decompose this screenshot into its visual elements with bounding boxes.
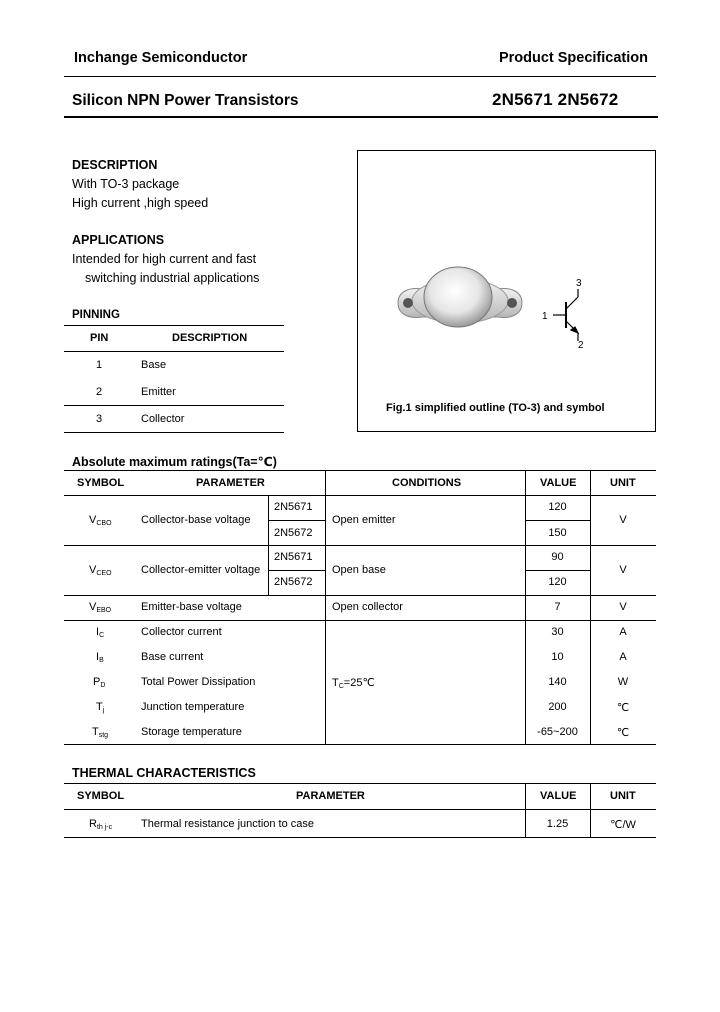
abs-sub-rule	[525, 520, 590, 521]
unit-ib: A	[619, 651, 627, 663]
product-line-title: Silicon NPN Power Transistors	[72, 92, 299, 109]
thermal-heading: THERMAL CHARACTERISTICS	[72, 766, 256, 780]
pin-desc: Base	[141, 359, 167, 371]
value-tj: 200	[548, 701, 567, 713]
abs-bottom-rule	[64, 744, 656, 745]
applications-item: switching industrial applications	[85, 271, 260, 285]
device-2n5672: 2N5672	[274, 527, 313, 539]
symbol-tj: Tj	[96, 701, 105, 714]
pinning-col-desc: DESCRIPTION	[172, 332, 248, 344]
pinning-col-pin: PIN	[90, 332, 109, 344]
thermal-header-rule	[64, 809, 656, 810]
param-tj: Junction temperature	[141, 701, 245, 713]
symbol-pin-1-label: 1	[542, 311, 548, 322]
value-ic: 30	[551, 626, 564, 638]
pin-desc: Emitter	[141, 386, 176, 398]
header-rule	[64, 76, 656, 77]
abs-top-rule	[64, 470, 656, 471]
value-ib: 10	[551, 651, 564, 663]
pin-number: 1	[96, 359, 103, 371]
description-item: With TO-3 package	[72, 177, 180, 191]
param-ib: Base current	[141, 651, 204, 663]
description-heading: DESCRIPTION	[72, 158, 158, 172]
abs-col-unit: UNIT	[610, 477, 636, 489]
symbol-pin-3-label: 3	[576, 278, 582, 289]
mounting-hole	[403, 298, 413, 308]
abs-sub-rule	[525, 570, 590, 571]
pinning-bottom-rule	[64, 432, 284, 433]
unit-ic: A	[619, 626, 627, 638]
thermal-col-value: VALUE	[540, 790, 577, 802]
device-2n5672: 2N5672	[274, 576, 313, 588]
thermal-top-rule	[64, 783, 656, 784]
symbol-rth: Rth j-c	[89, 818, 113, 831]
figure-box	[357, 150, 656, 432]
abs-sub-rule	[268, 520, 325, 521]
param-rth: Thermal resistance junction to case	[141, 818, 315, 830]
abs-col-conditions: CONDITIONS	[392, 477, 462, 489]
value-vceo-2n5672: 120	[548, 576, 567, 588]
mounting-hole	[507, 298, 517, 308]
symbol-pd: PD	[93, 676, 106, 689]
value-vcbo-2n5671: 120	[548, 501, 567, 513]
pinning-heading: PINNING	[72, 309, 120, 321]
to3-package-drawing	[358, 151, 655, 431]
unit-tj: ℃	[616, 702, 630, 714]
abs-row-rule	[64, 545, 656, 546]
abs-header-rule	[64, 495, 656, 496]
symbol-vcbo: VCBO	[89, 514, 112, 527]
device-2n5671: 2N5671	[274, 501, 313, 513]
pin-number: 3	[96, 413, 103, 425]
cond-vcbo: Open emitter	[332, 514, 396, 526]
thermal-col-parameter: PARAMETER	[296, 790, 365, 802]
npn-transistor-symbol	[553, 289, 578, 341]
symbol-pin-2-label: 2	[578, 340, 584, 351]
applications-heading: APPLICATIONS	[72, 233, 165, 247]
degree-glyph: ℃	[257, 455, 273, 469]
pin-desc: Collector	[141, 413, 185, 425]
abs-col-parameter: PARAMETER	[196, 477, 265, 489]
thermal-col-unit: UNIT	[610, 790, 636, 802]
value-rth: 1.25	[546, 818, 569, 830]
pin-number: 2	[96, 386, 103, 398]
abs-col-rule	[325, 470, 326, 744]
abs-col-symbol: SYMBOL	[77, 477, 125, 489]
unit-tstg: ℃	[616, 727, 630, 739]
title-rule	[64, 116, 658, 118]
thermal-col-symbol: SYMBOL	[77, 790, 125, 802]
abs-col-rule	[268, 495, 269, 595]
symbol-vceo: VCEO	[89, 564, 112, 577]
pinning-row-rule	[64, 405, 284, 406]
param-vebo: Emitter-base voltage	[141, 601, 242, 613]
part-numbers-title: 2N5671 2N5672	[492, 90, 619, 109]
abs-col-value: VALUE	[540, 477, 577, 489]
value-vceo-2n5671: 90	[551, 551, 564, 563]
abs-row-rule	[64, 620, 656, 621]
description-item: High current ,high speed	[72, 196, 209, 210]
param-tstg: Storage temperature	[141, 726, 242, 738]
symbol-tstg: Tstg	[92, 726, 109, 739]
symbol-ib: IB	[96, 651, 104, 664]
unit-vceo: V	[619, 564, 627, 576]
document-type: Product Specification	[498, 50, 648, 66]
value-vcbo-2n5672: 150	[548, 527, 567, 539]
symbol-vebo: VEBO	[89, 601, 112, 614]
applications-item: Intended for high current and fast	[72, 252, 257, 266]
company-name: Inchange Semiconductor	[74, 50, 248, 66]
param-vceo: Collector-emitter voltage	[141, 564, 261, 576]
param-vcbo: Collector-base voltage	[141, 514, 251, 526]
thermal-bottom-rule	[64, 837, 656, 838]
unit-vcbo: V	[619, 514, 627, 526]
cond-vebo: Open collector	[332, 601, 403, 613]
unit-rth: ℃/W	[610, 819, 636, 831]
param-pd: Total Power Dissipation	[141, 676, 256, 688]
abs-sub-rule	[268, 570, 325, 571]
value-tstg: -65~200	[537, 726, 578, 738]
pinning-top-rule	[64, 325, 284, 326]
param-ic: Collector current	[141, 626, 222, 638]
pinning-header-rule	[64, 351, 284, 352]
cond-vceo: Open base	[332, 564, 386, 576]
cond-pd: TC=25℃	[332, 677, 375, 690]
value-vebo: 7	[554, 601, 561, 613]
abs-max-heading: Absolute maximum ratings(Ta=℃)	[72, 455, 277, 469]
symbol-ic: IC	[96, 626, 105, 639]
device-2n5671: 2N5671	[274, 551, 313, 563]
abs-row-rule	[64, 595, 656, 596]
unit-vebo: V	[619, 601, 627, 613]
figure-caption: Fig.1 simplified outline (TO-3) and symbol	[386, 402, 605, 414]
unit-pd: W	[617, 676, 629, 688]
value-pd: 140	[548, 676, 567, 688]
